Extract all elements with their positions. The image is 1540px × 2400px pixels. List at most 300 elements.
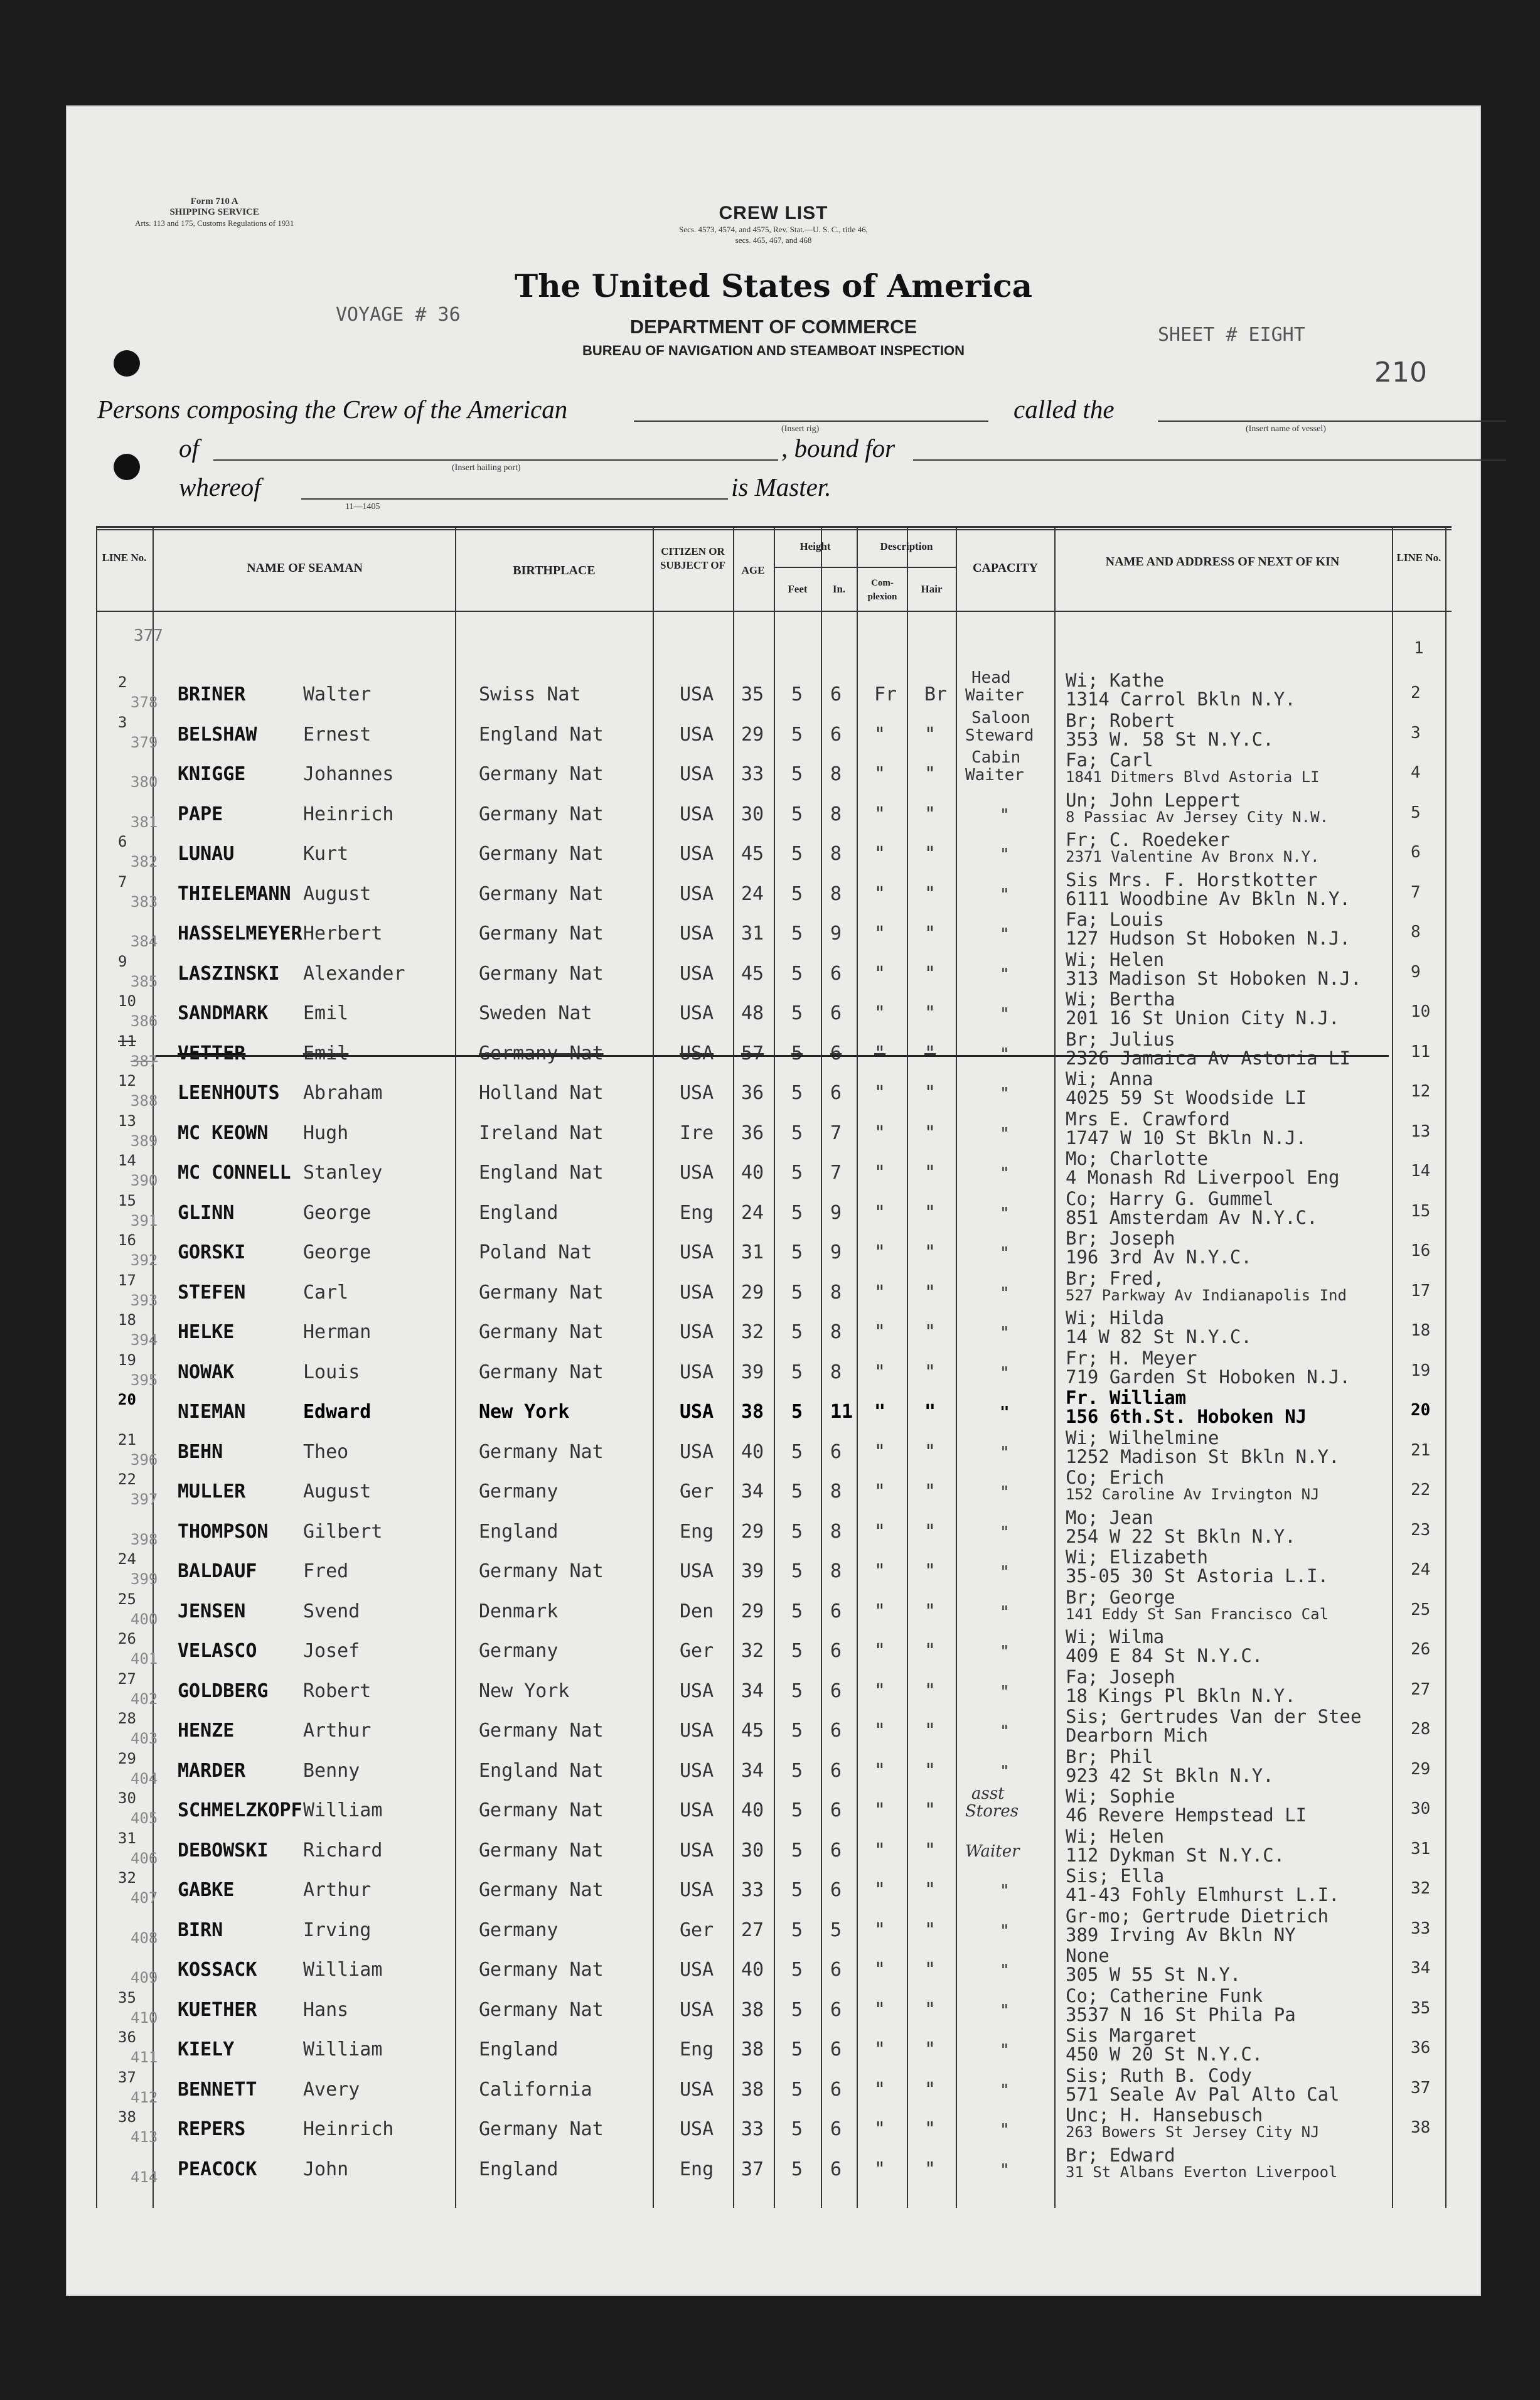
birthplace: New York xyxy=(479,1401,570,1423)
old-line-number: 391 xyxy=(131,1211,158,1229)
line-number-right: 26 xyxy=(1411,1640,1431,1659)
col-birthplace: BIRTHPLACE xyxy=(513,564,596,577)
seaman-surname: LEENHOUTS xyxy=(178,1082,280,1104)
hair: " xyxy=(924,1919,936,1941)
old-line-number: 380 xyxy=(131,773,158,791)
citizenship: USA xyxy=(680,882,714,905)
line-number-right: 22 xyxy=(1411,1481,1431,1499)
height-feet: 5 xyxy=(791,2118,803,2140)
right-line-number: 1 xyxy=(1414,639,1424,658)
col-feet: Feet xyxy=(788,583,808,595)
hair: " xyxy=(924,1679,936,1702)
birthplace: Swiss Nat xyxy=(479,683,581,705)
height-inches: 6 xyxy=(830,1839,842,1862)
next-of-kin-name: Sis; Gertrudes Van der Stee xyxy=(1066,1706,1362,1727)
col-hair: Hair xyxy=(921,583,943,595)
seaman-given-name: Theo xyxy=(303,1440,349,1463)
complexion: " xyxy=(874,2078,886,2101)
seaman-given-name: Edward xyxy=(303,1401,372,1423)
hair: " xyxy=(924,923,936,945)
complexion: " xyxy=(874,1122,886,1144)
old-line-number: 379 xyxy=(131,733,158,751)
seaman-given-name: Abraham xyxy=(303,1082,383,1104)
seaman-surname: PAPE xyxy=(178,803,223,825)
col-height: Height xyxy=(799,540,831,552)
complexion: " xyxy=(874,1201,886,1224)
height-feet: 5 xyxy=(791,1162,803,1184)
height-feet: 5 xyxy=(791,1839,803,1862)
height-inches: 9 xyxy=(830,923,842,945)
capacity-line-2: " xyxy=(1000,1602,1010,1622)
next-of-kin-address: 4 Monash Rd Liverpool Eng xyxy=(1066,1167,1340,1188)
line-number-right: 35 xyxy=(1411,1998,1431,2018)
birthplace: England xyxy=(479,2158,559,2180)
birthplace: Ireland Nat xyxy=(479,1122,604,1144)
seaman-surname: GLINN xyxy=(178,1201,235,1224)
next-of-kin-address: 1841 Ditmers Blvd Astoria LI xyxy=(1066,768,1320,786)
complexion: " xyxy=(874,923,886,945)
crew-list-heading xyxy=(66,203,1481,245)
citizenship: Ger xyxy=(680,1640,714,1662)
capacity-line-2: Waiter xyxy=(965,766,1024,785)
is-master: is Master. xyxy=(731,473,831,501)
hair: " xyxy=(924,1162,936,1184)
old-line-number: 407 xyxy=(131,1889,158,1907)
height-feet: 5 xyxy=(791,2038,803,2060)
height-feet: 5 xyxy=(791,1241,803,1263)
old-line-number: 414 xyxy=(131,2168,158,2186)
hair: " xyxy=(924,1281,936,1304)
complexion: " xyxy=(874,882,886,905)
table-row xyxy=(96,1546,1452,1590)
next-of-kin-name: Wi; Sophie xyxy=(1066,1786,1175,1807)
sheet-number: SHEET # EIGHT xyxy=(1158,324,1305,346)
capacity-line-2: " xyxy=(1000,1563,1010,1582)
height-inches: 6 xyxy=(830,2118,842,2140)
age: 39 xyxy=(741,1361,764,1383)
height-feet: 5 xyxy=(791,1281,803,1304)
seaman-surname: BELSHAW xyxy=(178,723,257,746)
height-feet: 5 xyxy=(791,1440,803,1463)
statute-secs-2: secs. 465, 467, and 468 xyxy=(735,235,812,245)
birthplace: Germany Nat xyxy=(479,1560,604,1582)
seaman-surname: BRINER xyxy=(178,683,246,705)
age: 34 xyxy=(741,1481,764,1503)
next-of-kin-address: 1252 Madison St Bkln N.Y. xyxy=(1066,1445,1340,1467)
height-inches: 8 xyxy=(830,1481,842,1503)
birthplace: Germany Nat xyxy=(479,1042,604,1064)
line-number: 20 xyxy=(118,1391,136,1408)
seaman-given-name: John xyxy=(303,2158,349,2180)
table-row xyxy=(96,1745,1452,1790)
height-inches: 6 xyxy=(830,1082,842,1104)
complexion: " xyxy=(874,1679,886,1702)
citizenship: USA xyxy=(680,2078,714,2101)
birthplace: England Nat xyxy=(479,723,604,746)
age: 31 xyxy=(741,1241,764,1263)
seaman-given-name: Fred xyxy=(303,1560,349,1582)
height-inches: 9 xyxy=(830,1201,842,1224)
citizenship: USA xyxy=(680,2118,714,2140)
height-inches: 7 xyxy=(830,1122,842,1144)
next-of-kin-name: Wi; Hilda xyxy=(1066,1307,1165,1329)
capacity-line-2: " xyxy=(1000,1044,1010,1064)
next-of-kin-name: Unc; H. Hansebusch xyxy=(1066,2104,1263,2126)
line-number-right: 3 xyxy=(1411,723,1421,742)
citizenship: USA xyxy=(680,1321,714,1343)
height-feet: 5 xyxy=(791,923,803,945)
seaman-given-name: Hans xyxy=(303,1998,349,2021)
next-of-kin-address: 2371 Valentine Av Bronx N.Y. xyxy=(1066,848,1320,865)
next-of-kin-address: 353 W. 58 St N.Y.C. xyxy=(1066,728,1274,750)
col-capacity: CAPACITY xyxy=(972,561,1039,575)
citizenship: USA xyxy=(680,1998,714,2021)
seaman-surname: BENNETT xyxy=(178,2078,257,2101)
hair: " xyxy=(924,1122,936,1144)
hair: " xyxy=(924,1959,936,1981)
height-feet: 5 xyxy=(791,1720,803,1742)
old-line-number: 403 xyxy=(131,1730,158,1747)
height-feet: 5 xyxy=(791,843,803,865)
old-line-number: 377 xyxy=(134,626,163,645)
seaman-given-name: George xyxy=(303,1201,372,1224)
citizenship: USA xyxy=(680,923,714,945)
line-number: 36 xyxy=(118,2028,136,2046)
age: 36 xyxy=(741,1122,764,1144)
next-of-kin-address: 450 W 20 St N.Y.C. xyxy=(1066,2044,1263,2065)
port-hint: (Insert hailing port) xyxy=(452,463,521,473)
citizenship: USA xyxy=(680,1879,714,1901)
called-the: called the xyxy=(1013,395,1115,424)
old-line-number: 381 xyxy=(131,813,158,831)
birthplace: Germany Nat xyxy=(479,1440,604,1463)
capacity-line-2: " xyxy=(1000,1722,1010,1741)
old-line-number: 402 xyxy=(131,1690,158,1708)
line-number-right: 2 xyxy=(1411,683,1421,702)
hair: Br xyxy=(924,683,948,705)
line-number: 29 xyxy=(118,1749,136,1767)
line-number: 15 xyxy=(118,1191,136,1209)
citizenship: Eng xyxy=(680,2038,714,2060)
next-of-kin-address: Dearborn Mich xyxy=(1066,1725,1208,1746)
line-number: 18 xyxy=(118,1311,136,1329)
citizenship: USA xyxy=(680,962,714,985)
table-row xyxy=(96,668,1452,714)
birthplace: Germany Nat xyxy=(479,2118,604,2140)
height-inches: 6 xyxy=(830,1679,842,1702)
citizenship: USA xyxy=(680,1401,714,1423)
table-row xyxy=(96,1784,1452,1829)
seaman-given-name: Emil xyxy=(303,1002,349,1024)
line-number: 17 xyxy=(118,1271,136,1289)
complexion: " xyxy=(874,1799,886,1821)
height-feet: 5 xyxy=(791,1959,803,1981)
capacity-line-2: " xyxy=(1000,1244,1010,1263)
old-line-number: 386 xyxy=(131,1012,158,1030)
next-of-kin-address: 409 E 84 St N.Y.C. xyxy=(1066,1645,1263,1666)
capacity-line-1: Saloon xyxy=(971,708,1030,727)
col-citizen: CITIZEN OR SUBJECT OF xyxy=(660,545,726,571)
next-of-kin-name: Fr; H. Meyer xyxy=(1066,1347,1197,1369)
table-row xyxy=(96,1307,1452,1351)
seaman-surname: HASSELMEYER xyxy=(178,923,302,945)
col-age: AGE xyxy=(741,564,765,576)
next-of-kin-name: Co; Erich xyxy=(1066,1467,1165,1488)
next-of-kin-name: Wi; Anna xyxy=(1066,1068,1153,1090)
citizenship: USA xyxy=(680,1959,714,1981)
height-inches: 6 xyxy=(830,1600,842,1622)
persons-statement xyxy=(97,394,1478,513)
line-number-right: 37 xyxy=(1411,2078,1431,2097)
height-inches: 6 xyxy=(830,962,842,985)
line-number-right: 25 xyxy=(1411,1600,1431,1619)
birthplace: Germany Nat xyxy=(479,1959,604,1981)
next-of-kin-name: Mrs E. Crawford xyxy=(1066,1108,1230,1130)
citizenship: USA xyxy=(680,1361,714,1383)
old-line-number: 405 xyxy=(131,1809,158,1827)
old-line-number: 394 xyxy=(131,1331,158,1349)
capacity-line-2: " xyxy=(1000,1403,1010,1422)
seaman-surname: BEHN xyxy=(178,1440,223,1463)
next-of-kin-address: 14 W 82 St N.Y.C. xyxy=(1066,1326,1252,1347)
hair: " xyxy=(924,1560,936,1582)
old-line-number: 408 xyxy=(131,1929,158,1947)
next-of-kin-name: Sis Margaret xyxy=(1066,2025,1197,2046)
birthplace: Germany Nat xyxy=(479,962,604,985)
next-of-kin-name: Fr; C. Roedeker xyxy=(1066,829,1230,850)
complexion: " xyxy=(874,1600,886,1622)
table-row xyxy=(96,948,1452,993)
table-row xyxy=(96,2025,1452,2069)
capacity-line-2: " xyxy=(1000,2160,1010,2180)
rig-hint: (Insert rig) xyxy=(781,424,820,434)
complexion: " xyxy=(874,1241,886,1263)
old-line-number: 383 xyxy=(131,892,158,911)
line-number-right: 28 xyxy=(1411,1720,1431,1738)
complexion: " xyxy=(874,723,886,746)
next-of-kin-address: 719 Garden St Hoboken N.J. xyxy=(1066,1366,1350,1388)
old-line-number: 385 xyxy=(131,972,158,990)
next-of-kin-address: 6111 Woodbine Av Bkln N.Y. xyxy=(1066,887,1350,909)
birthplace: England xyxy=(479,1201,559,1224)
next-of-kin-address: 571 Seale Av Pal Alto Cal xyxy=(1066,2083,1340,2105)
height-feet: 5 xyxy=(791,1640,803,1662)
seaman-surname: PEACOCK xyxy=(178,2158,257,2180)
line-number-right: 17 xyxy=(1411,1281,1431,1300)
seaman-surname: MC CONNELL xyxy=(178,1162,291,1184)
height-inches: 8 xyxy=(830,1560,842,1582)
height-inches: 8 xyxy=(830,843,842,865)
complexion: " xyxy=(874,1560,886,1582)
height-inches: 8 xyxy=(830,803,842,825)
table-row xyxy=(96,1945,1452,1989)
handwritten-number: 210 xyxy=(1374,356,1427,388)
age: 40 xyxy=(741,1162,764,1184)
old-line-number: 395 xyxy=(131,1371,158,1389)
height-inches: 8 xyxy=(830,1520,842,1543)
birthplace: England Nat xyxy=(479,1759,604,1782)
line-number-right: 24 xyxy=(1411,1560,1431,1579)
seaman-given-name: Robert xyxy=(303,1679,372,1702)
capacity-line-1: asst xyxy=(971,1784,1005,1803)
next-of-kin-address: 527 Parkway Av Indianapolis Ind xyxy=(1066,1286,1347,1304)
age: 29 xyxy=(741,1600,764,1622)
hair: " xyxy=(924,1879,936,1901)
table-row xyxy=(96,1148,1452,1192)
hair: " xyxy=(924,843,936,865)
capacity-line-2: " xyxy=(1000,2041,1010,2060)
old-line-number: 412 xyxy=(131,2088,158,2106)
citizenship: USA xyxy=(680,1002,714,1024)
col-name: NAME OF SEAMAN xyxy=(247,561,363,575)
next-of-kin-name: Mo; Jean xyxy=(1066,1506,1153,1528)
citizenship: USA xyxy=(680,1560,714,1582)
complexion: " xyxy=(874,1640,886,1662)
seaman-given-name: Avery xyxy=(303,2078,360,2101)
table-row xyxy=(96,1387,1452,1431)
crew-list-title: CREW LIST xyxy=(719,203,828,223)
seaman-given-name: Johannes xyxy=(303,763,394,785)
line-number-right: 34 xyxy=(1411,1959,1431,1978)
age: 34 xyxy=(741,1679,764,1702)
citizenship: USA xyxy=(680,763,714,785)
seaman-surname: KIELY xyxy=(178,2038,235,2060)
seaman-surname: STEFEN xyxy=(178,1281,246,1304)
hair: " xyxy=(924,1998,936,2021)
birthplace: Germany xyxy=(479,1640,559,1662)
line-number: 3 xyxy=(118,713,127,731)
old-line-number: 400 xyxy=(131,1610,158,1628)
next-of-kin-address: 313 Madison St Hoboken N.J. xyxy=(1066,967,1362,989)
citizenship: USA xyxy=(680,843,714,865)
next-of-kin-name: Br; Fred, xyxy=(1066,1267,1165,1289)
seaman-given-name: Arthur xyxy=(303,1720,372,1742)
height-inches: 8 xyxy=(830,1281,842,1304)
capacity-line-2: " xyxy=(1000,1324,1010,1342)
citizenship: USA xyxy=(680,803,714,825)
line-number-right: 36 xyxy=(1411,2038,1431,2057)
age: 31 xyxy=(741,923,764,945)
height-feet: 5 xyxy=(791,1600,803,1622)
line-number-right: 4 xyxy=(1411,763,1421,782)
complexion: " xyxy=(874,1002,886,1024)
form-arts: Arts. 113 and 175, Customs Regulations of 1931 xyxy=(135,218,294,228)
line-number: 6 xyxy=(118,833,127,850)
next-of-kin-address: 46 Revere Hempstead LI xyxy=(1066,1804,1307,1826)
hair: " xyxy=(924,1481,936,1503)
capacity-line-2: " xyxy=(1000,885,1010,904)
table-row xyxy=(96,2144,1452,2188)
line-number-right: 8 xyxy=(1411,923,1421,941)
complexion: " xyxy=(874,1162,886,1184)
height-inches: 6 xyxy=(830,1759,842,1782)
height-inches: 6 xyxy=(830,1720,842,1742)
birthplace: Sweden Nat xyxy=(479,1002,592,1024)
capacity-line-2: " xyxy=(1000,2081,1010,2100)
capacity-line-2: " xyxy=(1000,1921,1010,1941)
birthplace: Germany Nat xyxy=(479,763,604,785)
height-inches: 9 xyxy=(830,1241,842,1263)
age: 40 xyxy=(741,1959,764,1981)
height-feet: 5 xyxy=(791,1401,803,1423)
next-of-kin-name: Wi; Wilhelmine xyxy=(1066,1427,1219,1449)
next-of-kin-name: Br; Edward xyxy=(1066,2144,1175,2166)
table-row xyxy=(96,829,1452,873)
birthplace: Germany Nat xyxy=(479,1998,604,2021)
seaman-surname: GOLDBERG xyxy=(178,1679,269,1702)
seaman-surname: REPERS xyxy=(178,2118,246,2140)
height-inches: 6 xyxy=(830,683,842,705)
next-of-kin-name: Un; John Leppert xyxy=(1066,789,1241,811)
birthplace: Germany Nat xyxy=(479,1799,604,1821)
age: 35 xyxy=(741,683,764,705)
citizenship: Den xyxy=(680,1600,714,1622)
height-inches: 6 xyxy=(830,1042,842,1064)
table-row xyxy=(96,1467,1452,1511)
capacity-line-2: " xyxy=(1000,1005,1010,1024)
height-feet: 5 xyxy=(791,803,803,825)
country-title: The United States of America xyxy=(514,267,1033,304)
hair: " xyxy=(924,882,936,905)
birthplace: England xyxy=(479,1520,559,1543)
capacity-line-2: " xyxy=(1000,845,1010,864)
hair: " xyxy=(924,1799,936,1821)
next-of-kin-address: 1314 Carrol Bkln N.Y. xyxy=(1066,688,1296,710)
seaman-surname: SANDMARK xyxy=(178,1002,269,1024)
capacity-line-2: " xyxy=(1000,1085,1010,1103)
table-row xyxy=(96,1347,1452,1391)
citizenship: USA xyxy=(680,683,714,705)
voyage-number: VOYAGE # 36 xyxy=(336,304,461,326)
seaman-given-name: Hugh xyxy=(303,1122,349,1144)
complexion: " xyxy=(874,1321,886,1343)
citizenship: Eng xyxy=(680,1520,714,1543)
seaman-given-name: Walter xyxy=(303,683,372,705)
hair: " xyxy=(924,1640,936,1662)
line-number: 21 xyxy=(118,1430,136,1449)
line-number-right: 10 xyxy=(1411,1002,1431,1021)
line-number-right: 18 xyxy=(1411,1321,1431,1340)
next-of-kin-name: None xyxy=(1066,1945,1110,1966)
next-of-kin-name: Wi; Kathe xyxy=(1066,670,1165,691)
hair: " xyxy=(924,1241,936,1263)
birthplace: New York xyxy=(479,1679,570,1702)
capacity-line-2: " xyxy=(1000,2121,1010,2140)
height-feet: 5 xyxy=(791,1679,803,1702)
capacity-line-2: " xyxy=(1000,1283,1010,1303)
old-line-number: 398 xyxy=(131,1530,158,1548)
age: 29 xyxy=(741,1281,764,1304)
capacity-line-2: " xyxy=(1000,1204,1010,1223)
hair: " xyxy=(924,1361,936,1383)
height-feet: 5 xyxy=(791,1002,803,1024)
citizenship: Ger xyxy=(680,1481,714,1503)
old-line-number: 397 xyxy=(131,1491,158,1508)
seaman-given-name: Benny xyxy=(303,1759,360,1782)
line-number: 30 xyxy=(118,1789,136,1807)
next-of-kin-name: Wi; Helen xyxy=(1066,948,1165,970)
line-number: 22 xyxy=(118,1471,136,1488)
next-of-kin-address: 156 6th.St. Hoboken NJ xyxy=(1066,1406,1307,1427)
age: 38 xyxy=(741,1401,764,1423)
old-line-number: 401 xyxy=(131,1650,158,1668)
capacity-line-2: Stores xyxy=(965,1802,1019,1821)
bound-for: , bound for xyxy=(781,434,896,463)
table-row xyxy=(96,1228,1452,1272)
line-number-right: 38 xyxy=(1411,2118,1431,2137)
next-of-kin-name: Fa; Carl xyxy=(1066,749,1153,771)
line-number-right: 14 xyxy=(1411,1162,1431,1181)
